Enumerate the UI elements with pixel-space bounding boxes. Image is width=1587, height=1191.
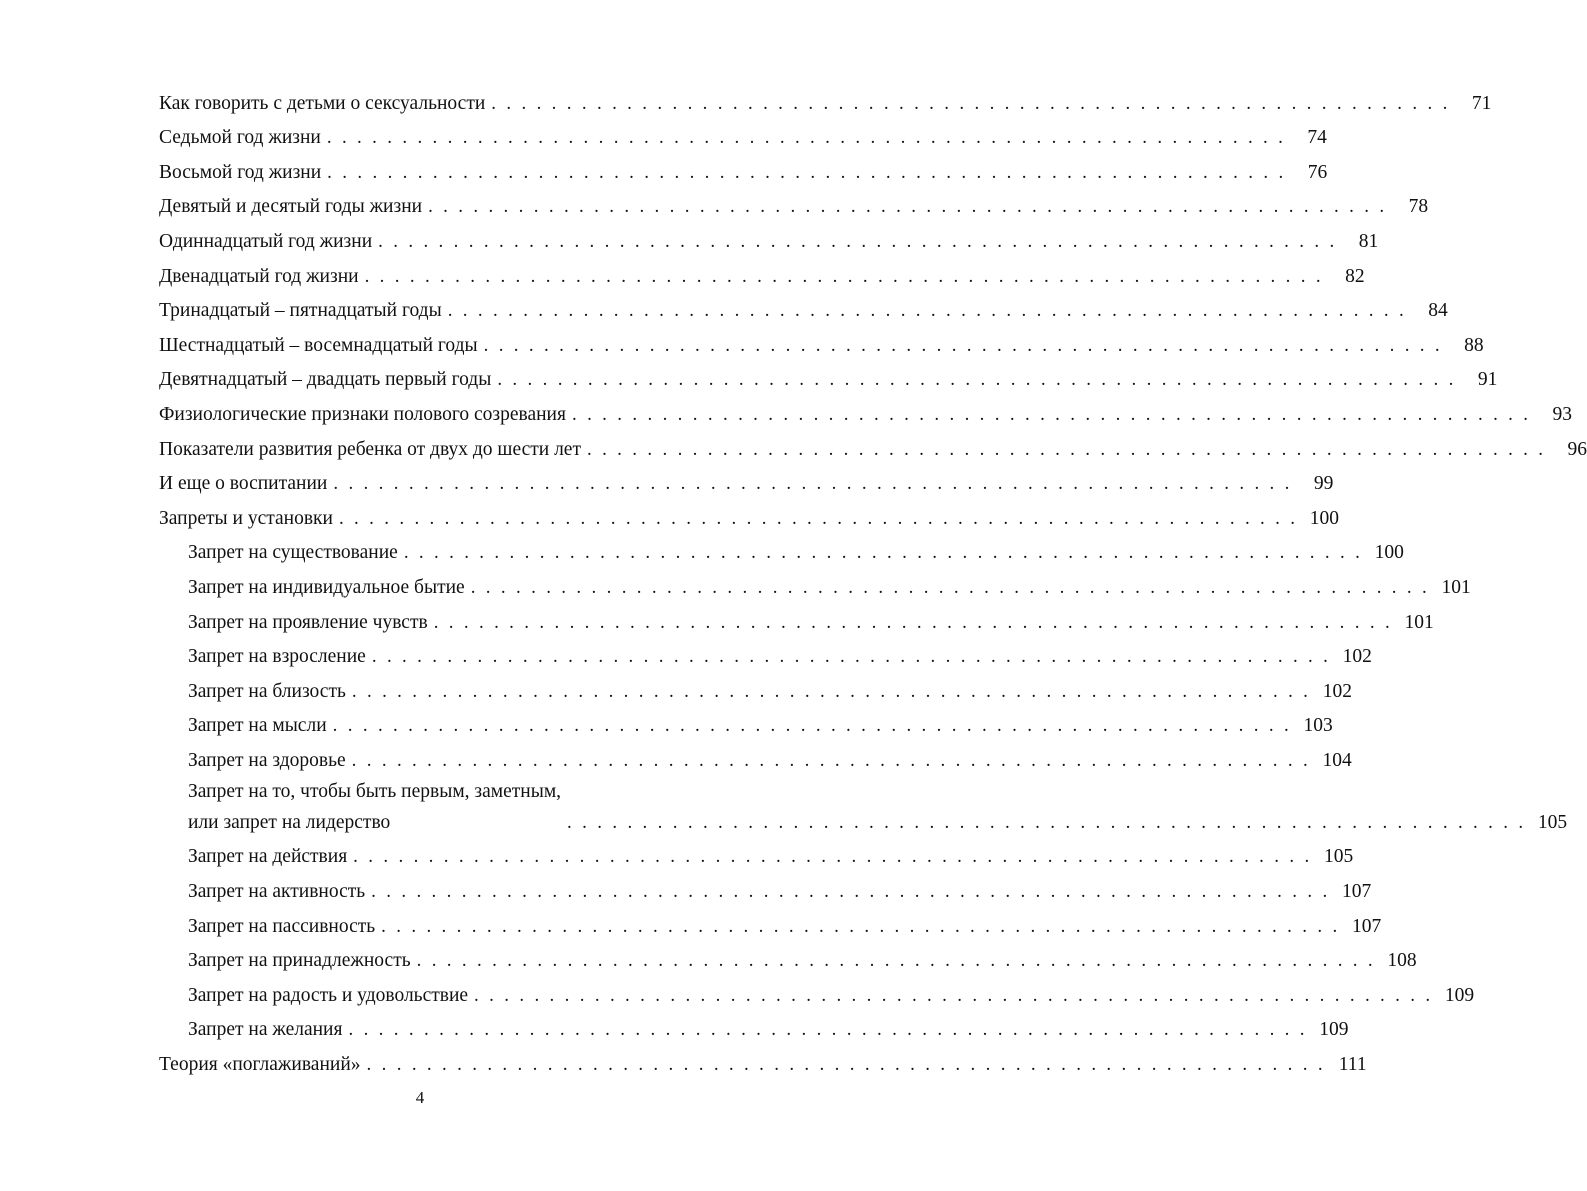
- toc-entry[interactable]: [159, 323, 1484, 358]
- toc-entry[interactable]: [159, 116, 1327, 151]
- toc-dot-leader: [346, 681, 1314, 704]
- toc-entry-title-line1: Запрет на то, чтобы быть первым, заметным,: [188, 780, 562, 802]
- toc-dot-leader: [365, 881, 1333, 904]
- toc-dot-leader: [342, 1019, 1310, 1042]
- toc-subentry[interactable]: [159, 773, 1568, 835]
- toc-entry[interactable]: [159, 427, 1587, 462]
- toc-dot-leader: [321, 127, 1289, 150]
- toc-entry-title: Запрет на близость: [188, 680, 346, 702]
- toc-entry-title: Показатели развития ребенка от двух до шести лет: [159, 438, 581, 460]
- toc-entry-title: Седьмой год жизни: [159, 127, 321, 149]
- toc-entry-page: 99: [1313, 473, 1334, 495]
- toc-entry-page: 88: [1464, 334, 1484, 356]
- toc-entry-title: Запрет на действия: [188, 846, 348, 868]
- toc-subentry[interactable]: [159, 738, 1352, 773]
- toc-entry-title: Девятый и десятый годы жизни: [159, 196, 423, 218]
- toc-entry-page: 71: [1471, 92, 1492, 114]
- toc-dot-leader: [398, 542, 1366, 565]
- toc-entry-page: 103: [1303, 715, 1333, 737]
- toc-dot-leader: [442, 300, 1410, 323]
- toc-entry-title: Шестнадцатый – восемнадцатый годы: [159, 334, 478, 356]
- toc-entry[interactable]: [159, 81, 1492, 116]
- toc-entry-page: 91: [1477, 369, 1498, 391]
- toc-dot-leader: [465, 577, 1433, 600]
- toc-subentry[interactable]: [159, 939, 1417, 974]
- toc-dot-leader: [428, 612, 1396, 635]
- toc-entry[interactable]: [159, 185, 1429, 220]
- toc-entry-title: Запрет на проявление чувств: [188, 611, 428, 633]
- table-of-contents: [159, 81, 1587, 1077]
- toc-entry[interactable]: [159, 392, 1573, 427]
- toc-dot-leader: [491, 369, 1459, 392]
- toc-dot-leader: [359, 266, 1327, 289]
- toc-subentry[interactable]: [159, 600, 1434, 635]
- toc-entry-title: Как говорить с детьми о сексуальности: [159, 92, 486, 114]
- toc-entry-title: Запрет на взросление: [188, 646, 366, 668]
- toc-entry-title: Запрет на здоровье: [188, 749, 346, 771]
- toc-entry-title: Запрет на мысли: [188, 715, 327, 737]
- toc-entry-title: [188, 781, 561, 835]
- toc-entry[interactable]: [159, 358, 1498, 393]
- toc-dot-leader: [321, 162, 1289, 185]
- toc-entry-title: Физиологические признаки полового созревания: [159, 403, 566, 425]
- toc-entry-page: 78: [1408, 196, 1429, 218]
- toc-subentry[interactable]: [159, 904, 1382, 939]
- toc-dot-leader: [333, 508, 1301, 531]
- toc-subentry[interactable]: [159, 669, 1352, 704]
- toc-subentry[interactable]: [159, 531, 1404, 566]
- toc-dot-leader: [327, 715, 1295, 738]
- toc-entry-title: Запрет на активность: [188, 881, 366, 903]
- page-number: 4: [415, 1088, 425, 1107]
- toc-dot-leader: [366, 646, 1334, 669]
- toc-entry-page: 102: [1342, 646, 1372, 668]
- toc-entry-title: Двенадцатый год жизни: [159, 265, 359, 287]
- toc-entry-page: 105: [1537, 811, 1568, 833]
- toc-subentry[interactable]: [159, 869, 1372, 904]
- toc-entry-page: 82: [1345, 265, 1365, 287]
- toc-entry-title: Запрет на принадлежность: [188, 950, 411, 972]
- toc-entry[interactable]: [159, 1042, 1367, 1077]
- toc-dot-leader: [566, 404, 1534, 427]
- toc-entry-page: 81: [1358, 230, 1379, 252]
- toc-subentry[interactable]: [159, 565, 1471, 600]
- toc-entry-page: 108: [1387, 950, 1417, 972]
- toc-entry-page: 105: [1323, 846, 1354, 868]
- toc-entry-page: 107: [1341, 881, 1372, 903]
- toc-entry-page: 100: [1309, 507, 1340, 529]
- toc-entry[interactable]: [159, 289, 1448, 324]
- toc-subentry[interactable]: [159, 835, 1354, 870]
- toc-entry[interactable]: [159, 462, 1334, 497]
- toc-entry-title: Теория «поглаживаний»: [159, 1054, 361, 1076]
- toc-entry-title: Восьмой год жизни: [159, 161, 322, 183]
- toc-entry-title: Запреты и установки: [159, 507, 333, 529]
- toc-entry-page: 76: [1307, 161, 1328, 183]
- toc-entry-page: 74: [1307, 127, 1327, 149]
- toc-entry-title: Запрет на желания: [188, 1019, 343, 1041]
- toc-dot-leader: [361, 1054, 1329, 1077]
- toc-entry[interactable]: [159, 150, 1328, 185]
- toc-entry-page: 96: [1567, 438, 1587, 460]
- toc-entry-title: Тринадцатый – пятнадцатый годы: [159, 300, 442, 322]
- toc-dot-leader: [346, 750, 1314, 773]
- toc-subentry[interactable]: [159, 1008, 1349, 1043]
- toc-dot-leader: [478, 335, 1446, 358]
- toc-entry-page: 111: [1338, 1054, 1367, 1076]
- toc-entry-page: 107: [1351, 915, 1382, 937]
- toc-entry-page: 102: [1322, 680, 1352, 702]
- toc-dot-leader: [375, 916, 1343, 939]
- toc-dot-leader: [411, 950, 1379, 973]
- toc-entry-page: 101: [1441, 576, 1471, 598]
- toc-entry-page: 104: [1322, 749, 1352, 771]
- toc-entry[interactable]: [159, 496, 1340, 531]
- toc-entry-title: Запрет на радость и удовольствие: [188, 984, 469, 1006]
- toc-entry-title: Девятнадцатый – двадцать первый годы: [159, 369, 492, 391]
- toc-entry-title-line2: или запрет на лидерство: [188, 811, 391, 833]
- toc-dot-leader: [561, 812, 1529, 835]
- toc-subentry[interactable]: [159, 704, 1333, 739]
- toc-entry-page: 101: [1404, 611, 1434, 633]
- toc-entry-title: Одиннадцатый год жизни: [159, 230, 373, 252]
- toc-entry-title: Запрет на существование: [188, 542, 398, 564]
- toc-dot-leader: [581, 439, 1549, 462]
- toc-entry-page: 109: [1444, 984, 1475, 1006]
- toc-entry-page: 109: [1319, 1019, 1349, 1041]
- toc-entry-page: 84: [1428, 300, 1448, 322]
- toc-entry-title: И еще о воспитании: [159, 473, 328, 495]
- toc-entry[interactable]: [159, 254, 1365, 289]
- toc-dot-leader: [468, 985, 1436, 1008]
- toc-dot-leader: [422, 196, 1390, 219]
- toc-entry[interactable]: [159, 219, 1379, 254]
- toc-entry-title: Запрет на пассивность: [188, 915, 376, 937]
- toc-subentry[interactable]: [159, 635, 1372, 670]
- toc-entry-title: Запрет на индивидуальное бытие: [188, 576, 465, 598]
- toc-entry-page: 100: [1374, 542, 1404, 564]
- toc-dot-leader: [372, 231, 1340, 254]
- toc-subentry[interactable]: [159, 973, 1475, 1008]
- toc-dot-leader: [347, 846, 1315, 869]
- toc-entry-page: 93: [1552, 403, 1573, 425]
- toc-dot-leader: [327, 473, 1295, 496]
- toc-dot-leader: [485, 93, 1453, 116]
